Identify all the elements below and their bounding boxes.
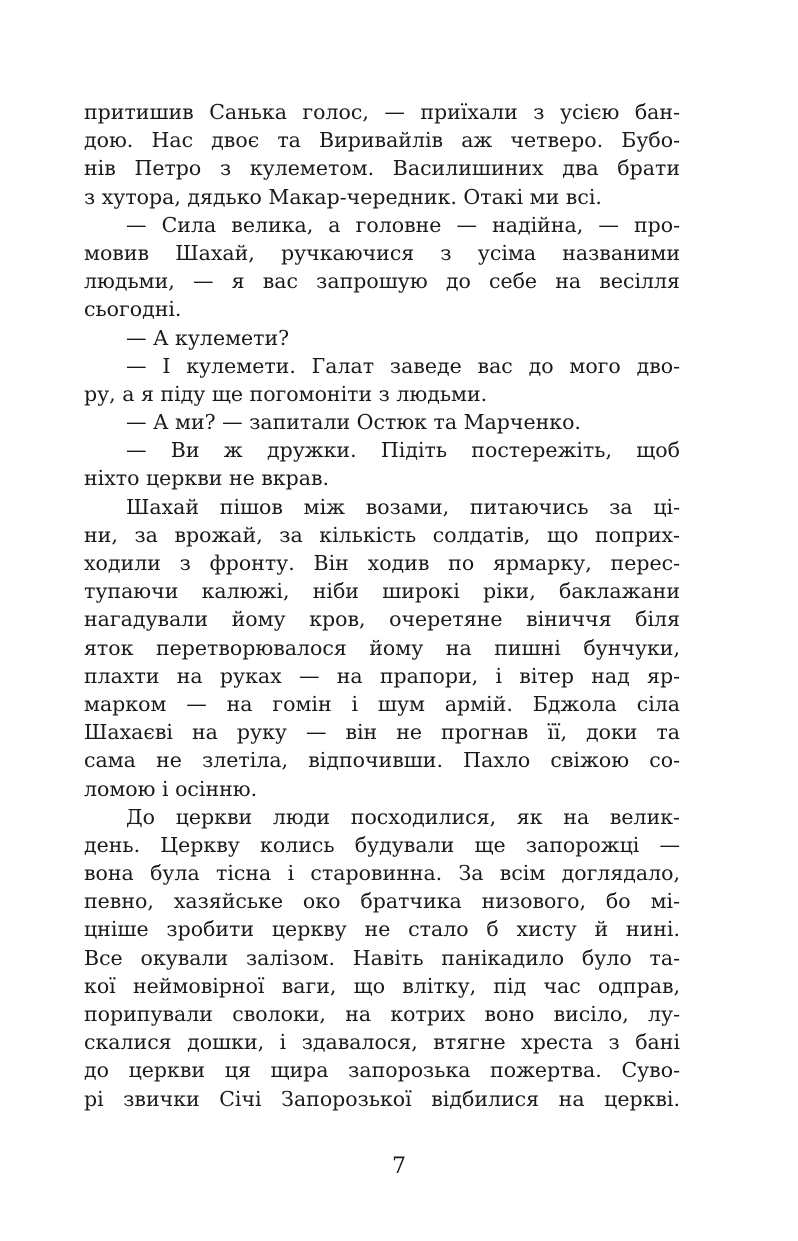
text-line: — А кулемети? xyxy=(126,325,290,350)
text-line: ніхто церкви не вкрав. xyxy=(84,466,330,491)
text-line: певно, хазяйське око братчика низового, бо мі- xyxy=(84,889,680,914)
text-line: сама не злетіла, відпочивши. Пахло свіжою со- xyxy=(84,748,680,773)
text-line: сьогодні. xyxy=(84,297,182,322)
page-number: 7 xyxy=(392,1154,406,1179)
text-line: день. Церкву колись будували ще запорожці — xyxy=(84,832,680,857)
text-line: дою. Нас двоє та Виривайлів аж четверо. Бубо- xyxy=(84,128,680,153)
text-line: ни, за врожай, за кількість солдатів, що поприх- xyxy=(84,522,680,547)
text-line: порипували сволоки, на котрих воно висіло, лу- xyxy=(84,1002,680,1026)
text-line: рі звички Січі Запорозької відбилися на церкві. xyxy=(84,1086,680,1111)
text-line: тупаючи калюжі, ніби широкі ріки, баклажани xyxy=(84,579,680,604)
text-line: плахти на руках — на прапори, і вітер над яр- xyxy=(84,663,680,688)
text-line: ру, а я піду ще погомоніти з людьми. xyxy=(84,381,488,406)
text-line: вона була тісна і старовинна. За всім доглядало, xyxy=(84,861,680,886)
text-line: — Ви ж дружки. Підіть постережіть, щоб xyxy=(126,438,680,463)
text-line: Шахай пішов між возами, питаючись за ці- xyxy=(126,494,680,519)
text-line: мовив Шахай, ручкаючися з усіма названими xyxy=(84,240,680,265)
text-line: до церкви ця щира запорозька пожертва. Суво- xyxy=(84,1058,680,1083)
text-line: — І кулемети. Галат заведе вас до мого дво- xyxy=(126,353,680,378)
text-line: — А ми? — запитали Остюк та Марченко. xyxy=(126,410,581,435)
text-line: Шахаєві на руку — він не прогнав її, доки та xyxy=(84,720,680,745)
text-line: До церкви люди посходилися, як на велик- xyxy=(126,804,680,829)
text-line: цніше зробити церкву не стало б хисту й нині. xyxy=(84,917,680,942)
text-line: нів Петро з кулеметом. Василишиних два брати xyxy=(84,156,680,181)
text-line: притишив Санька голос, — приїхали з усією бан- xyxy=(84,100,680,124)
body-text xyxy=(84,98,680,1113)
text-line: скалися дошки, і здавалося, втягне хреста з бані xyxy=(84,1030,680,1055)
text-line: ходили з фронту. Він ходив по ярмарку, перес- xyxy=(84,551,680,575)
text-line: кої неймовірної ваги, що влітку, під час одправ, xyxy=(84,973,680,998)
text-line: нагадували йому кров, очеретяне віниччя біля xyxy=(84,607,680,632)
text-line: яток перетворювалося йому на пишні бунчуки, xyxy=(84,635,680,660)
text-line: — Сила велика, а головне — надійна, — про- xyxy=(126,212,680,237)
text-line: Все окували залізом. Навіть панікадило було та- xyxy=(84,945,680,970)
text-line: людьми, — я вас запрошую до себе на весілля xyxy=(84,269,680,294)
text-line: марком — на гомін і шум армій. Бджола сіла xyxy=(84,691,680,716)
text-line: ломою і осінню. xyxy=(84,776,258,801)
text-line: з хутора, дядько Макар-чередник. Отакі ми всі. xyxy=(84,184,602,209)
